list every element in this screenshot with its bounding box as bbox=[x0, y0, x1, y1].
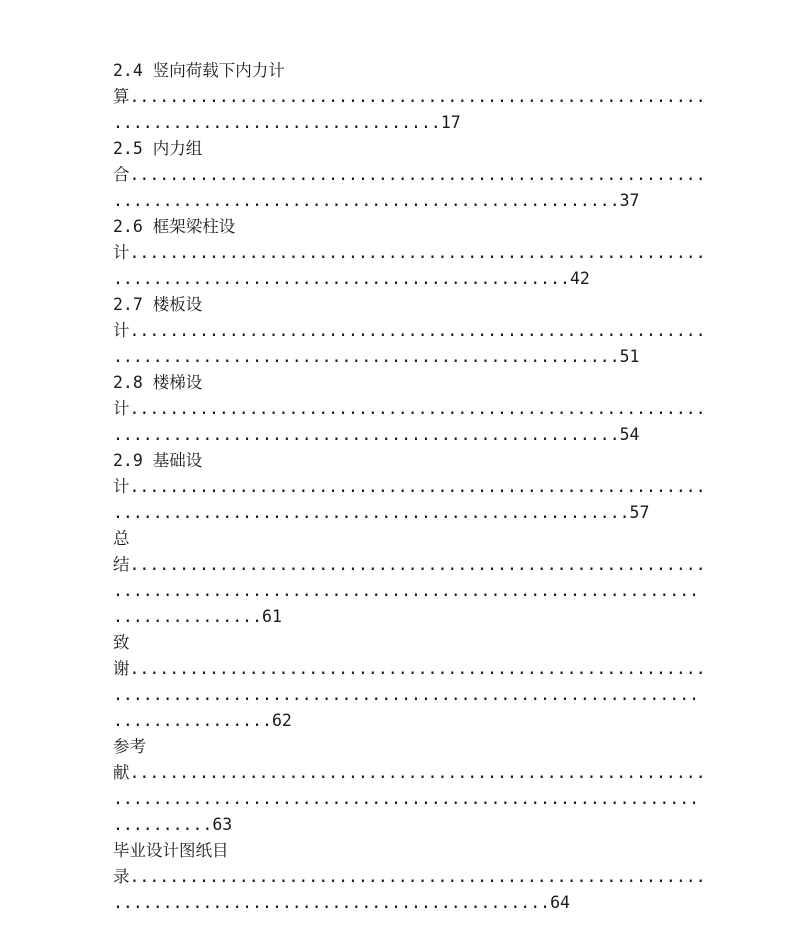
toc-page-number-line: ...............61 bbox=[113, 607, 282, 626]
toc-leader-line: 录.......................................................... bbox=[113, 867, 706, 886]
toc-leader-line: 计.......................................................... bbox=[113, 399, 706, 418]
toc-leader-line: 算.......................................................... bbox=[113, 87, 706, 106]
toc-leader-line: 计.......................................................... bbox=[113, 477, 706, 496]
toc-page-number-line: .................................17 bbox=[113, 113, 461, 132]
toc-leader-line: 合.......................................................... bbox=[113, 165, 706, 184]
toc-page-number-line: ...................................................37 bbox=[113, 191, 640, 210]
toc-page-number-line: ..............................................42 bbox=[113, 269, 590, 288]
toc-page-number-line: ...................................................51 bbox=[113, 347, 640, 366]
toc-leader-line: 结.......................................................... bbox=[113, 555, 706, 574]
toc-page-number-line: ..........63 bbox=[113, 815, 233, 834]
toc-leader-line: ........................................................... bbox=[113, 685, 700, 704]
toc-heading-summary: 总 bbox=[113, 529, 130, 548]
toc-heading-2-9: 2.9 基础设 bbox=[113, 451, 203, 470]
toc-heading-drawings-list: 毕业设计图纸目 bbox=[113, 841, 229, 860]
toc-page-number-line: ................62 bbox=[113, 711, 292, 730]
toc-leader-line: 计.......................................................... bbox=[113, 321, 706, 340]
toc-heading-2-4: 2.4 竖向荷载下内力计 bbox=[113, 61, 285, 80]
toc-heading-2-7: 2.7 楼板设 bbox=[113, 295, 203, 314]
toc-leader-line: ........................................................... bbox=[113, 581, 700, 600]
toc-page-number-line: ............................................64 bbox=[113, 893, 570, 912]
toc-leader-line: 献.......................................................... bbox=[113, 763, 706, 782]
toc-leader-line: ........................................................... bbox=[113, 789, 700, 808]
toc-heading-2-6: 2.6 框架梁柱设 bbox=[113, 217, 236, 236]
toc-heading-acknowledgements: 致 bbox=[113, 633, 130, 652]
toc-leader-line: 谢.......................................................... bbox=[113, 659, 706, 678]
toc-heading-references: 参考 bbox=[113, 737, 146, 756]
toc-page-number-line: ...................................................54 bbox=[113, 425, 640, 444]
toc-page-number-line: ....................................................57 bbox=[113, 503, 650, 522]
table-of-contents bbox=[113, 58, 713, 916]
toc-heading-2-5: 2.5 内力组 bbox=[113, 139, 203, 158]
toc-leader-line: 计.......................................................... bbox=[113, 243, 706, 262]
toc-heading-2-8: 2.8 楼梯设 bbox=[113, 373, 203, 392]
